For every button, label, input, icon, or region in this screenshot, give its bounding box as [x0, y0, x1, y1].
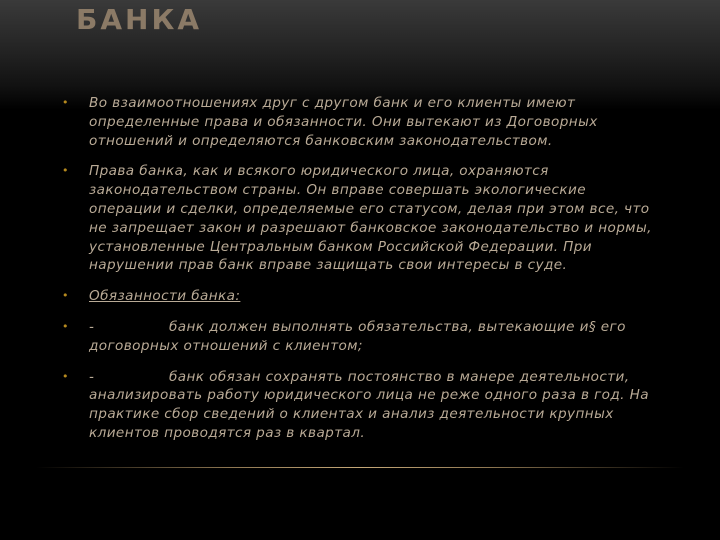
bullet-icon: •	[62, 164, 69, 178]
list-item-text: Права банка, как и всякого юридического лица, охраняются законодательством страны. Он вправе совершать экологические операции и сделки, определяемые его статусом, делая при этом все, что не запрещает закон и разрешают банковское законодательство и нормы, установленные Центральным банком Российской Федерации. При нарушении прав банк вправе защищать свои интересы в суде.	[89, 163, 652, 274]
list-item-content	[89, 368, 662, 443]
bullet-icon: •	[62, 319, 69, 333]
list-item-bank-rights	[62, 162, 662, 275]
list-item-text: банк должен выполнять обязательства, вытекающие и§ его договорных отношений с клиентом;	[89, 318, 626, 354]
dash-marker: -	[89, 368, 95, 385]
list-item-rights-obligations	[62, 94, 662, 150]
list-item-text: Во взаимоотношениях друг с другом банк и его клиенты имеют определенные права и обязанности. Они вытекают из Договорных отношений и определяются банковским законодательством.	[89, 95, 598, 149]
list-item-obligation-1	[62, 318, 662, 356]
slide-title: БАНКА	[76, 3, 203, 36]
list-item-text: банк обязан сохранять постоянство в манере деятельности, анализировать работу юридического лица не реже одного раза в год. На практике сбор сведений о клиентах и анализ деятельности крупных клиентов проводятся раз в квартал.	[89, 368, 649, 441]
list-item-obligations-heading	[62, 287, 662, 306]
bullet-icon: •	[62, 96, 69, 109]
list-item-content	[89, 318, 662, 356]
bullet-list	[62, 94, 662, 455]
obligations-heading: Обязанности банка:	[89, 288, 241, 305]
bullet-icon: •	[62, 289, 69, 303]
dash-marker: -	[89, 318, 95, 335]
list-item-obligation-2	[62, 368, 662, 443]
bullet-icon: •	[62, 369, 69, 383]
decorative-divider	[36, 467, 684, 468]
